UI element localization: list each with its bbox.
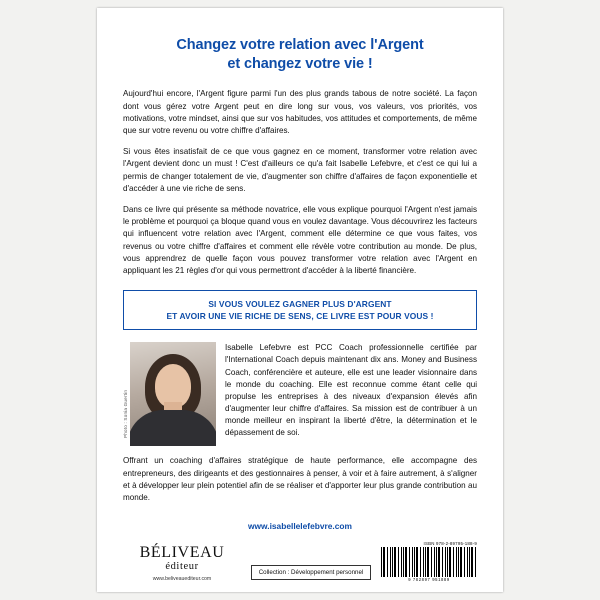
author-photo-wrap: [123, 342, 216, 446]
cover-footer: [123, 541, 477, 582]
author-bio: Isabelle Lefebvre est PCC Coach professionnelle certifiée par l'International Coach depuis maintenant dix ans. Money and Business Coach, conférencière et auteure, elle est une leader visionnaire dans le monde du coaching. Elle est reconnue comme étant celle qui propulse les entreprises à des niveaux d'expansion élevés afin d'augmenter leur chiffre d'affaires. Sa mission est de contribuer à un monde meilleur en inspirant la liberté d'être, la détermination et le dépassement de soi.: [225, 343, 477, 438]
isbn-text: ISBN 978-2-89795-188-9: [423, 541, 477, 546]
barcode-icon: [381, 547, 477, 577]
barcode-number: 9 782897 951889: [408, 577, 450, 582]
publisher-logo: [123, 545, 241, 582]
blurb-paragraph-2: Si vous êtes insatisfait de ce que vous gagnez en ce moment, transformer votre relation avec l'Argent devient donc un must ! C'est d'ailleurs ce qu'a fait Isabelle Lefebvre, et c'est ce qui lui a permis de changer totalement de vie, d'augmenter son chiffre d'affaires de façon exponentielle et d'accéder à une vie riche de sens.: [123, 146, 477, 193]
photo-credit: Photo : Sonia Guertin: [123, 390, 128, 439]
publisher-subtitle: éditeur: [165, 560, 199, 572]
portrait-shoulders: [130, 410, 216, 446]
publisher-website[interactable]: www.beliveauediteur.com: [152, 576, 212, 582]
author-website-link[interactable]: www.isabellelefebvre.com: [248, 521, 352, 531]
page-title: [123, 36, 477, 74]
closing-paragraph: Offrant un coaching d'affaires stratégique de haute performance, elle accompagne des entrepreneurs, des dirigeants et des gestionnaires à penser, à voir et à faire autrement, à s'aligner et à développer leur plein potentiel afin de se réaliser et d'apporter leur plus grande contribution au monde.: [123, 456, 477, 503]
author-portrait-photo: [130, 342, 216, 446]
title-line-1: Changez votre relation avec l'Argent: [176, 37, 424, 53]
callout-box: [123, 290, 477, 330]
title-line-2: et changez votre vie !: [227, 56, 373, 73]
layout-spacer: [123, 513, 477, 521]
publisher-name: BÉLIVEAU: [139, 543, 225, 561]
collection-badge: Collection : Développement personnel: [251, 565, 372, 580]
callout-line-2: ET AVOIR UNE VIE RICHE DE SENS, CE LIVRE EST POUR VOUS !: [166, 311, 434, 322]
blurb-paragraph-3: Dans ce livre qui présente sa méthode novatrice, elle vous explique pourquoi l'Argent n'est jamais le problème et pourquoi ça bloque quand vous en voulez davantage. Vous découvrirez les facteurs qui influencent votre relation avec l'Argent, comment elle détermine ce que vous faites, vos revenus ou votre chiffre d'affaires et comment elle révèle votre contribution au monde. De plus, vous apprendrez de quelle façon vous pouvez transformer votre relation avec l'Argent en appliquant les 21 règles d'or qui vous permettront d'accéder à la liberté financière.: [123, 204, 477, 276]
author-section: [123, 342, 477, 446]
isbn-block: [381, 541, 477, 582]
book-back-cover: [97, 8, 503, 592]
callout-line-1: SI VOUS VOULEZ GAGNER PLUS D'ARGENT: [208, 298, 392, 309]
blurb-paragraph-1: Aujourd'hui encore, l'Argent figure parmi l'un des plus grands tabous de notre société. La façon dont vous gérez votre Argent peut en dire long sur vous, vos valeurs, vos priorités, vos motivations, votre mindset, ainsi que sur vos habitudes, vos attitudes et comportements, de même que sur votre revenu ou votre chiffre d'affaires.: [123, 89, 477, 136]
